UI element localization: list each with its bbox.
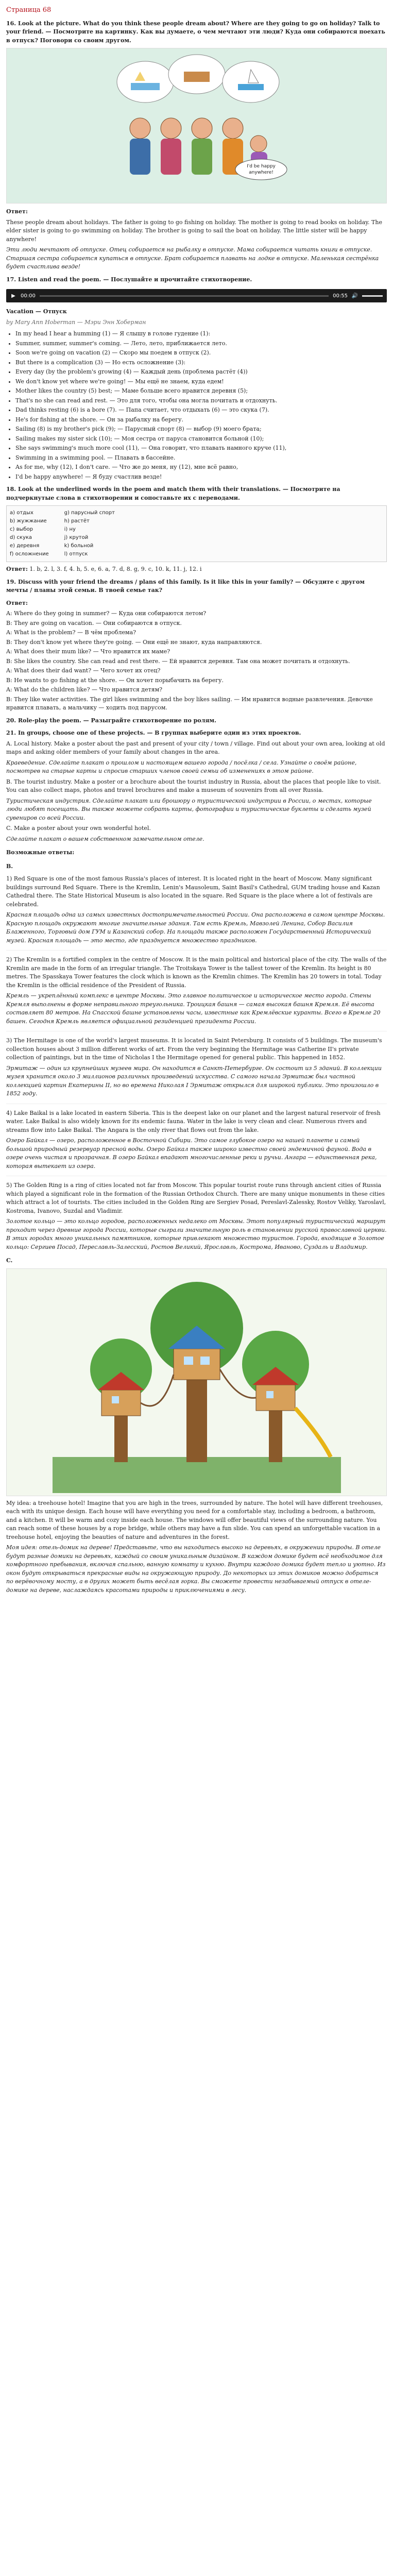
task-20-ru: Разыграйте стихотворение по ролям.	[91, 717, 216, 724]
task-16: 16. Look at the picture. What do you think these people dream about? Where are they going to go on holiday? Talk to your friend. — Посмотрите на картинку. Как вы думаете, о чем мечтают эти люди? Куда они собираются поехать в отпуск? Поговори со своим другом.	[6, 20, 385, 44]
task-20-number: 20.	[6, 717, 16, 724]
poem-line: • In my head I hear a humming (1) — Я слышу в голове гудение (1):	[15, 330, 387, 338]
variant-en: 2) The Kremlin is a fortified complex in the centre of Moscow. It is the main political and historical place of the city. The walls of the Kremlin are made in the form of an irregular triangle. The Troitskaya Tower is the tallest tower of the Kremlin. Its height is 80 metres. The Spasskaya Tower features the clock which is known as the Kremlin chimes. The Kremlin has 20 towers in total. Today the Kremlin is the official residence of the President of Russia.	[6, 956, 387, 989]
task-20-en: Role-play the poem.	[18, 717, 81, 724]
variant-item	[6, 956, 387, 1026]
svg-text:anywhere!: anywhere!	[248, 170, 274, 175]
variant-b-label: B.	[6, 862, 13, 870]
task-19-en: Discuss with your friend the dreams / plans of this family. Is it like this in your family?	[18, 578, 294, 585]
match-item: e) деревня	[10, 543, 40, 549]
poem-line: • Sailing (8) is my brother's pick (9); — Парусный спорт (8) — выбор (9) моего брата;	[15, 425, 387, 434]
poem-line: • But there is a complication (3) — Но есть осложнение (3):	[15, 359, 387, 367]
project-b-en: B. The tourist industry. Make a poster or a brochure about the tourist industry in Russia, about the places that people like to visit. You can also collect maps, photos and travel brochures and make a museum of souvenirs from all over Russia.	[6, 778, 381, 793]
poem-lines	[15, 330, 387, 481]
variant-ru: Эрмитаж — один из крупнейших музеев мира. Он находится в Санкт-Петербурге. Он состоит из 5 зданий. В коллекции музея хранится около 3 миллионов различных произведений искусства. С самого начала Эрмитаж был частной коллекцией картин Екатерины II, но во времена Николая I Эрмитаж открылся для широкой публики. Это произошло в 1852 году.	[6, 1064, 382, 1097]
poem-line: • I'd be happy anywhere! — Я буду счастлив везде!	[15, 473, 387, 482]
poem-line: • We don't know yet where we're going! — Мы ещё не знаем, куда едем!	[15, 378, 387, 386]
match-table	[6, 505, 387, 562]
match-item: c) выбор	[10, 527, 33, 532]
match-item: g) парусный спорт	[64, 510, 115, 516]
play-icon[interactable]: ▶	[11, 293, 15, 299]
poem-line: • Summer, summer, summer's coming. — Лето, лето, приближается лето.	[15, 340, 387, 348]
task-18-answer	[6, 565, 387, 574]
task-18-en: Look at the underlined words in the poem and match them with their translations.	[18, 486, 281, 493]
project-c-en: C. Make a poster about your own wonderful hotel.	[6, 825, 151, 832]
task-17-number: 17.	[6, 276, 16, 283]
poem-line: • Every day (by the problem's growing (4) — Каждый день (проблема растёт (4))	[15, 368, 387, 377]
variant-item	[6, 1109, 387, 1171]
dialog-line: B: They are going on vacation. — Они собираются в отпуск.	[6, 619, 182, 626]
task-21-number: 21.	[6, 730, 16, 736]
svg-text:I'd be happy: I'd be happy	[246, 164, 276, 169]
task-20: 20. Role-play the poem. — Разыграйте стихотворение по ролям.	[6, 717, 216, 724]
task-16-answer-en: These people dream about holidays. The father is going to go fishing on holiday. The mother is going to read books on holiday. The elder sister is going to go swimming on holiday. The brother is going to sail the boat on holiday. The little sister will be happy anywhere!	[6, 218, 382, 243]
dialog-line: A: What does their dad want? — Чего хочет их отец?	[6, 667, 161, 674]
task-18-number: 18.	[6, 486, 16, 493]
family-picture	[104, 51, 289, 200]
dialog-line: B: They like water activities. The girl likes swimming and the boy likes sailing. — Им нравится водные развлечения. Девочке нравится плавать, а мальчику — ходить под парусом.	[6, 696, 373, 711]
task-21-en: In groups, choose one of these projects.	[18, 730, 145, 736]
audio-player[interactable]	[6, 289, 387, 302]
dialog-line: B: He wants to go fishing at the shore. — Он хочет порыбачить на берегу.	[6, 676, 224, 684]
page-header: Страница 68	[6, 6, 52, 14]
task-16-answer-label: Ответ:	[6, 208, 28, 215]
task-19-answer-label: Ответ:	[6, 599, 28, 606]
poem-line: • He's for fishing at the shore. — Он за рыбалку на берегу.	[15, 416, 387, 425]
variant-c-label: C.	[6, 1257, 13, 1264]
task-16-en: Look at the picture. What do you think these people dream about? Where are they going to go on holiday? Talk to your friend.	[6, 20, 380, 35]
task-17-ru: Послушайте и прочитайте стихотворение.	[111, 276, 252, 283]
task-21: 21. In groups, choose one of these projects. — В группах выберите один из этих проектов.	[6, 730, 301, 736]
dialog-line: A: Where do they going in summer? — Куда они собираются летом?	[6, 610, 207, 617]
task-16-number: 16.	[6, 20, 16, 27]
task-21-ru: В группах выберите один из этих проектов.	[155, 730, 301, 736]
task-19-ru: Обсудите с другом мечты / планы этой семьи. В твоей семье так?	[6, 578, 365, 594]
variant-ru: Красная площадь одна из самых известных достопримечательностей России. Она расположена в самом центре Москвы. Красную площадь окружают многие значительные здания. Там есть Кремль, Мавзолей Ленина, Собор Василия Блаженного, Торговый дом ГУМ и Казанский собор. На площади также расположен Государственный Исторический музей. Красная площадь — это место, где празднуется множество праздников.	[6, 911, 385, 944]
audio-progress-bar[interactable]	[40, 295, 329, 297]
poem-line: • That's no she can read and rest. — Это для того, чтобы она могла почитать и отдохнуть.	[15, 397, 387, 405]
audio-current-time: 00:00	[21, 293, 36, 299]
match-column-1	[10, 509, 49, 558]
poem-line: • As for me, why (12), I don't care. — Что же до меня, ну (12), мне всё равно,	[15, 463, 387, 472]
match-column-2	[64, 509, 115, 558]
task-16-answer-ru: Эти люди мечтают об отпуске. Отец собирается на рыбалку в отпуске. Мама собирается читать книги в отпуске. Старшая сестра собирается купаться в отпуске. Брат собирается плавать на лодке в отпуске. Маленькая сестрёнка будет счастлива везде!	[6, 246, 379, 270]
variant-item	[6, 1037, 387, 1098]
match-item: a) отдых	[10, 510, 33, 516]
variant-item	[6, 875, 387, 945]
variants-title: Возможные ответы:	[6, 849, 75, 856]
variant-en: 3) The Hermitage is one of the world's largest museums. It is located in Saint Petersburg. It consists of 5 buildings. The museum's collection houses about 3 million different works of art. From the very beginning the Hermitage was Catherine II's private collection of paintings, but in the time of Nicholas I the Hermitage opened for general public. This happened in 1852.	[6, 1037, 382, 1061]
poem-line: • Dad thinks resting (6) is a bore (7). — Папа считает, что отдыхать (6) — это скука (7).	[15, 406, 387, 415]
divider	[6, 950, 387, 951]
poem-line: • She says swimming's much more cool (11), — Она говорит, что плавать намного круче (11),	[15, 444, 387, 453]
dialog-line: A: What do the children like? — Что нравится детям?	[6, 686, 163, 693]
task-18-ru: Посмотрите на подчеркнутые слова в стихотворении и сопоставьте их с переводами.	[6, 486, 340, 501]
project-a-en: A. Local history. Make a poster about the past and present of your city / town / village. Find out about your own area, looking at old maps and asking older members of your family about changes in the area.	[6, 740, 385, 755]
task-19-dialog	[6, 609, 387, 713]
poem-title: Vacation — Отпуск	[6, 308, 67, 315]
variant-ru: Золотое кольцо — это кольцо городов, расположенных недалеко от Москвы. Этот популярный туристический маршрут проходит через древние города России, которые сыграли значительную роль в становлении русской православной церкви. В этих городах много уникальных памятников, которые привлекают множество туристов. Города, входящие в Золотое кольцо: Сергиев Посад, Переславль-Залесский, Ростов Великий, Ярославль, Кострома, Иваново, Суздаль и Владимир.	[6, 1218, 387, 1250]
variant-en: 4) Lake Baikal is a lake located in eastern Siberia. This is the deepest lake on our planet and the largest natural reservoir of fresh water. Lake Baikal is also widely known for its endemic fauna. Water in the lake is very clean and clear. Numerous rivers and streams flow into Lake Baikal. The Angara is the only river that flows out from the lake.	[6, 1109, 381, 1133]
match-item: k) больной	[64, 543, 94, 549]
task-19: 19. Discuss with your friend the dreams / plans of this family. Is it like this in your family? — Обсудите с другом мечты / планы этой семьи. В твоей семье так?	[6, 578, 365, 594]
family-illustration	[6, 48, 387, 204]
dialog-line: A: What does their mum like? — Что нравится их маме?	[6, 648, 170, 655]
variant-en: 1) Red Square is one of the most famous Russia's places of interest. It is located right in the heart of Moscow. Many significant buildings surround Red Square. There is the Kremlin, Lenin's Mausoleum, Saint Basil's Cathedral, GUM trading house and Kazan Cathedral there. The State Historical Museum is also located in the square. Red Square is the place where a lot of festivals are celebrated.	[6, 875, 380, 908]
task-18-answer-label: Ответ:	[6, 566, 28, 572]
match-item: b) жужжание	[10, 518, 47, 524]
match-item: j) крутой	[64, 535, 89, 540]
treehouse-illustration	[6, 1268, 387, 1496]
poem-line: • Mother likes the country (5) best; — Маме больше всего нравится деревня (5);	[15, 387, 387, 396]
treehouse-picture	[53, 1272, 341, 1493]
task-19-number: 19.	[6, 578, 16, 585]
dialog-line: B: She likes the country. She can read and rest there. — Ей нравится деревня. Там она может почитать и отдохнуть.	[6, 657, 350, 665]
project-a-ru: Краеведение. Сделайте плакат о прошлом и настоящем вашего города / посёлка / села. Узнайте о своём районе, посмотрев на старые карты и спросив старших членов своей семьи об изменениях в этом районе.	[6, 759, 357, 774]
match-item: h) растёт	[64, 518, 90, 524]
poem-line: • Sailing makes my sister sick (10); — Моя сестра от паруса становится больной (10);	[15, 435, 387, 444]
audio-duration: 00:55	[333, 293, 348, 299]
poem-author: by Mary Ann Hoberman — Мэри Энн Хоберман	[6, 318, 146, 326]
dialog-line: A: What is the problem? — В чём проблема?	[6, 629, 136, 636]
hotel-idea-en: My idea: a treehouse hotel! Imagine that you are high in the trees, surrounded by nature. The hotel will have different treehouses, each with its unique design. Each house will have everything you need for a comfortable stay, including a bedroom, a bathroom, and a kitchen. It will be warm and cozy inside each house. The windows will offer beautiful views of the surrounding nature. You can reach some of these houses by a rope bridge, while others may have a fun slide. You can spend an unforgettable vacation in a treehouse hotel, enjoying the beauties of nature and adventures in the forest.	[6, 1499, 383, 1540]
variant-ru: Озеро Байкал — озеро, расположенное в Восточной Сибири. Это самое глубокое озеро на нашей планете и самый большой природный резервуар пресной воды. Озеро Байкал также широко известно своей эндемичной фауной. Вода в озере очень чистая и прозрачная. В озеро Байкал впадают многочисленные реки и ручьи. Ангара — единственная река, которая вытекает из озера.	[6, 1137, 377, 1170]
match-item: d) скука	[10, 535, 32, 540]
dialog-line: B: They don't know yet where they're going. — Они ещё не знают, куда направляются.	[6, 638, 262, 646]
project-c-ru: Сделайте плакат о вашем собственном замечательном отеле.	[6, 835, 204, 842]
task-18: 18. Look at the underlined words in the poem and match them with their translations. — Посмотрите на подчеркнутые слова в стихотворении и сопоставьте их с переводами.	[6, 486, 340, 501]
hotel-idea-ru: Моя идея: отель-домик на дереве! Представьте, что вы находитесь высоко на деревьях, в окружении природы. В отеле будут разные домики на деревьях, каждый со своим уникальным дизайном. В каждом домике будет всё необходимое для комфортного пребывания, включая спальню, ванную комнату и кухню. Внутри каждого домика будет тепло и уютно. Из окон будут открываться прекрасные виды на окружающую природу. До некоторых из этих домиков можно добраться по верёвочному мосту, а в других может быть весёлая горка. Вы сможете провести незабываемый отпуск в отеле-домике на дереве, наслаждаясь красотами природы и приключениями в лесу.	[6, 1544, 386, 1594]
task-18-answer-text: 1. b, 2. l, 3. f, 4. h, 5. e, 6. a, 7. d, 8. g, 9. c, 10. k, 11. j, 12. i	[29, 566, 202, 572]
poem-line: • Swimming in a swimming pool. — Плавать в бассейне.	[15, 454, 387, 463]
volume-slider[interactable]	[362, 295, 383, 297]
match-item: f) осложнение	[10, 551, 49, 557]
match-item: i) ну	[64, 527, 76, 532]
variant-item	[6, 1181, 387, 1251]
task-17: 17. Listen and read the poem. — Послушайте и прочитайте стихотворение.	[6, 276, 252, 283]
task-16-ru: Посмотрите на картинку. Как вы думаете, о чем мечтают эти люди? Куда они собираются поехать в отпуск? Поговори со своим другом.	[6, 28, 385, 44]
variant-en: 5) The Golden Ring is a ring of cities located not far from Moscow. This popular tourist route runs through ancient cities of Russia which played a significant role in the formation of the Russian Orthodox Church. There are many unique monuments in these cities which attract a lot of tourists. The cities included in the Golden Ring are Sergiev Posad, Pereslavl-Zalessky, Rostov Veliky, Yaroslavl, Kostroma, Ivanovo, Suzdal and Vladimir.	[6, 1182, 386, 1214]
variant-ru: Кремль — укреплённый комплекс в центре Москвы. Это главное политическое и историческое место города. Стены Кремля выполнены в форме неправильного треугольника. Троицкая башня — самая высокая башня Кремля. Её высота составляет 80 метров. На Спасской башне установлены часы, известные как Кремлёвские куранты. Всего в Кремле 20 башен. Сегодня Кремль является официальной резиденцией президента России.	[6, 992, 381, 1025]
match-item: l) отпуск	[64, 551, 88, 557]
project-b-ru: Туристическая индустрия. Сделайте плакат или брошюру о туристической индустрии в России, о местах, которые люди любят посещать. Вы также можете собрать карты, фотографии и туристические буклеты и сделать музей сувениров со всей России.	[6, 797, 372, 821]
task-17-en: Listen and read the poem.	[18, 276, 101, 283]
poem-line: • Soon we're going on vacation (2) — Скоро мы поедем в отпуск (2).	[15, 349, 387, 358]
volume-icon[interactable]: 🔊	[351, 293, 358, 299]
